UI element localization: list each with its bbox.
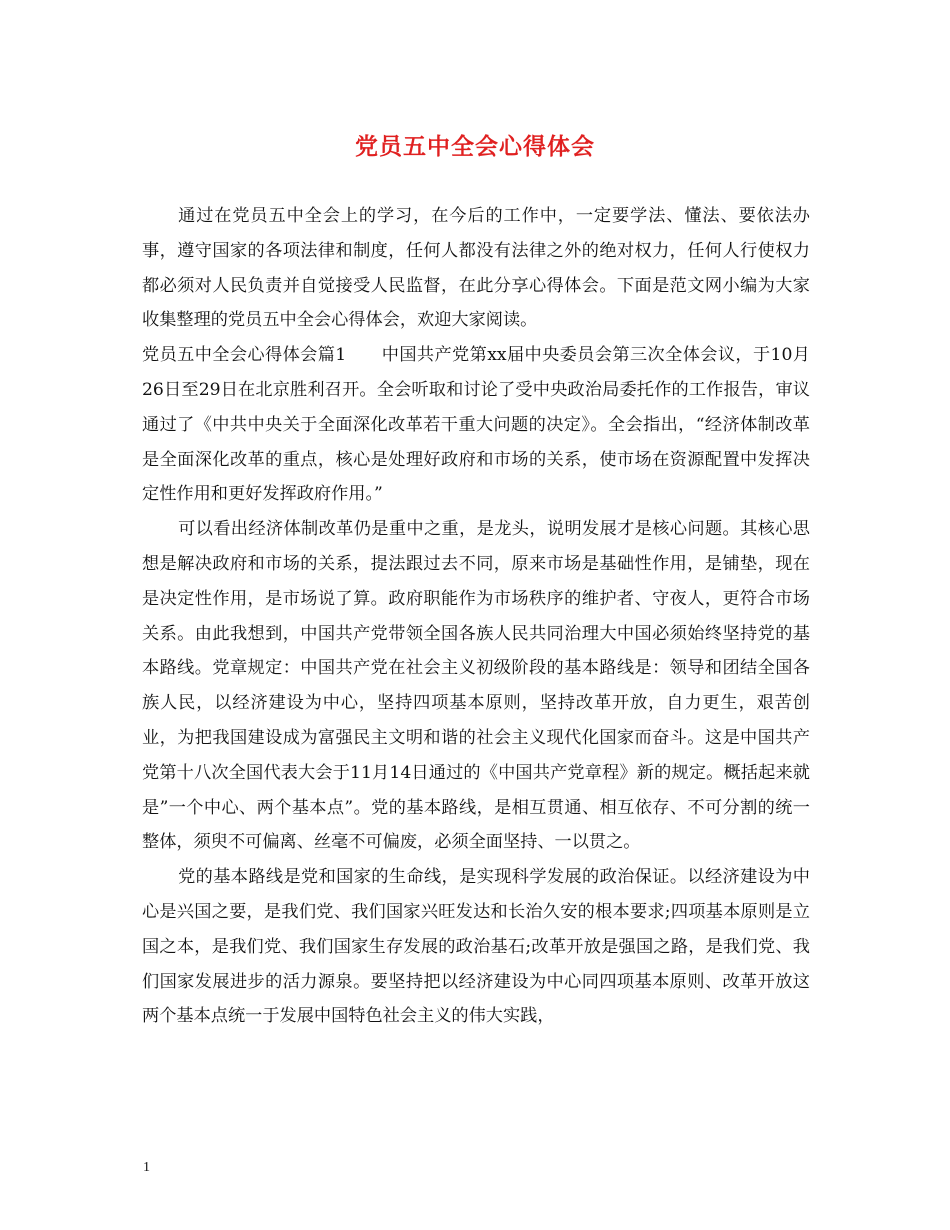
paragraph-intro: 通过在党员五中全会上的学习，在今后的工作中，一定要学法、懂法、要依法办事，遵守国家的各项法律和制度，任何人都没有法律之外的绝对权力，任何人行使权力都必须对人民负责并自觉接受人民监督，在此分享心得体会。下面是范文网小编为大家收集整理的党员五中全会心得体会，欢迎大家阅读。 xyxy=(142,206,810,331)
document-title: 党员五中全会心得体会 xyxy=(355,133,595,160)
page-number: 1 xyxy=(143,1160,150,1175)
paragraph-section-1: 党员五中全会心得体会篇1 中国共产党第xx届中央委员会第三次全体会议，于10月26日至29日在北京胜利召开。全会听取和讨论了受中央政治局委托作的工作报告，审议通过了《中共中央关于全面深化改革若干重大问题的决定》。全会指出，“经济体制改革是全面深化改革的重点，核心是处理好政府和市场的关系，使市场在资源配置中发挥决定性作用和更好发挥政府作用。” xyxy=(142,345,810,505)
paragraph-economic-reform: 可以看出经济体制改革仍是重中之重，是龙头，说明发展才是核心问题。其核心思想是解决政府和市场的关系，提法跟过去不同，原来市场是基础性作用，是铺垫，现在是决定性作用，是市场说了算。政府职能作为市场秩序的维护者、守夜人，更符合市场关系。由此我想到，中国共产党带领全国各族人民共同治理大中国必须始终坚持党的基本路线。党章规定：中国共产党在社会主义初级阶段的基本路线是：领导和团结全国各族人民，以经济建设为中心，坚持四项基本原则，坚持改革开放，自力更生，艰苦创业，为把我国建设成为富强民主文明和谐的社会主义现代化国家而奋斗。这是中国共产党第十八次全国代表大会于11月14日通过的《中国共产党章程》新的规定。概括起来就是”一个中心、两个基本点”。党的基本路线，是相互贯通、相互依存、不可分割的统一整体，须臾不可偏离、丝毫不可偏废，必须全面坚持、一以贯之。 xyxy=(142,519,810,853)
paragraph-basic-line: 党的基本路线是党和国家的生命线，是实现科学发展的政治保证。以经济建设为中心是兴国之要，是我们党、我们国家兴旺发达和长治久安的根本要求;四项基本原则是立国之本，是我们党、我们国家生存发展的政治基石;改革开放是强国之路，是我们党、我们国家发展进步的活力源泉。要坚持把以经济建设为中心同四项基本原则、改革开放这两个基本点统一于发展中国特色社会主义的伟大实践， xyxy=(142,867,810,1027)
document-body xyxy=(142,199,810,1034)
